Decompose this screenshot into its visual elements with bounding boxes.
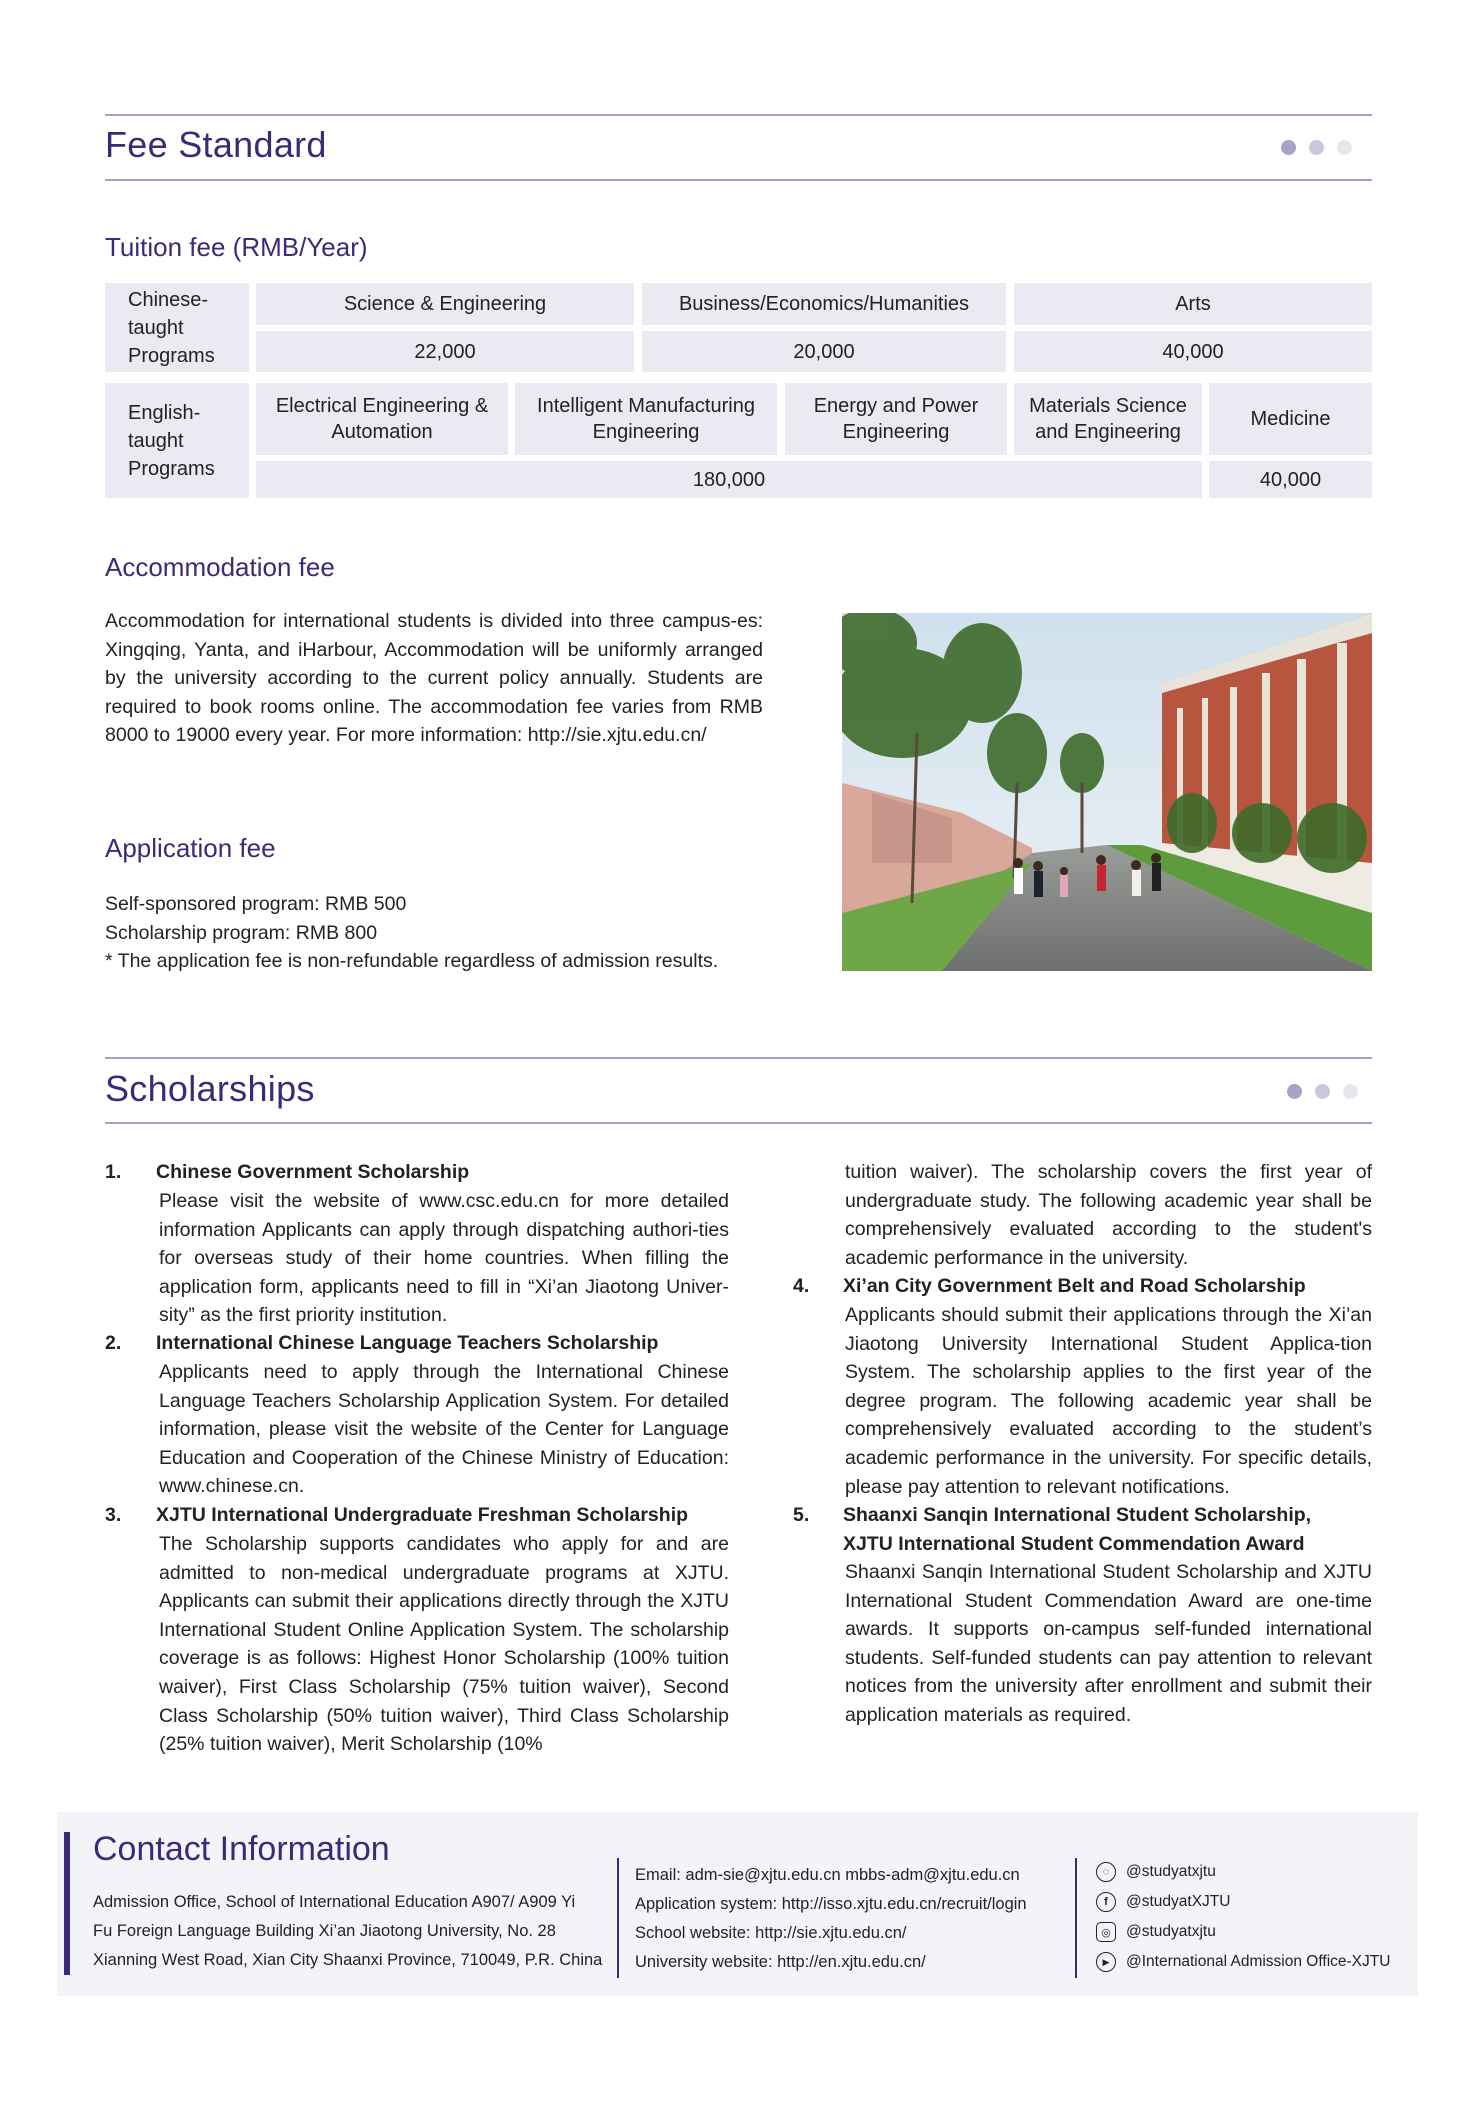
scholarship-5-title: Shaanxi Sanqin International Student Scholarship, XJTU International Student Commendation Award [843, 1504, 1312, 1555]
title-underline [105, 179, 1372, 181]
fee-medicine: 40,000 [1209, 461, 1372, 498]
scholarship-4-number: 4. [793, 1275, 810, 1297]
social-facebook[interactable] [1096, 1891, 1230, 1913]
social-youtube[interactable] [1096, 1951, 1390, 1973]
fee-arts: 40,000 [1014, 331, 1372, 372]
scholarship-3-title: XJTU International Undergraduate Freshman Scholarship [156, 1504, 689, 1526]
application-system-link[interactable]: Application system: http://isso.xjtu.edu.cn/recruit/login [635, 1895, 1027, 1913]
scholarship-3-continuation: tuition waiver). The scholarship covers the first year of undergraduate study. The following academic year shall be comprehensively evaluated according to the student's academic performance in the university. [845, 1161, 1372, 1269]
email-line[interactable]: Email: adm-sie@xjtu.edu.cn mbbs-adm@xjtu.edu.cn [635, 1866, 1020, 1884]
english-programs-label: English- taught Programs [105, 383, 249, 498]
social-handle: @studyatxjtu [1126, 1863, 1216, 1880]
scholarship-title-underline [105, 1122, 1372, 1124]
campus-photo [842, 613, 1372, 971]
scholarship-3-text: The Scholarship supports candidates who apply for and are admitted to non-medical undergraduate programs at XJTU. Applicants can submit their applications directly through the XJTU International Student Online Application System. The scholarship coverage is as follows: Highest Honor Scholarship (100% tuition waiver), First Class Scholarship (75% tuition waiver), Second Class Scholarship (50% tuition waiver), Third Class Scholarship (25% tuition waiver), Merit Scholarship (10% [159, 1533, 729, 1756]
application-note: * The application fee is non-refundable regardless of admission results. [105, 950, 719, 972]
application-fee-heading: Application fee [105, 833, 276, 863]
youtube-icon: ▶ [1096, 1952, 1116, 1972]
scholarship-top-rule [105, 1057, 1372, 1059]
scholarship-dots [1287, 1084, 1358, 1099]
col-electrical-engineering: Electrical Engineering & Automation [256, 383, 508, 455]
fee-standard-title: Fee Standard [105, 124, 327, 165]
scholarship-4-title: Xi’an City Government Belt and Road Scholarship [843, 1275, 1306, 1297]
accommodation-heading: Accommodation fee [105, 552, 335, 582]
contact-accent-bar [64, 1832, 70, 1975]
scholarship-2-number: 2. [105, 1332, 122, 1354]
scholarship-5-number: 5. [793, 1504, 810, 1526]
facebook-icon: f [1096, 1892, 1116, 1912]
col-medicine: Medicine [1209, 383, 1372, 455]
scholarship-1-number: 1. [105, 1161, 122, 1183]
address-line: Xianning West Road, Xian City Shaanxi Province, 710049, P.R. China [93, 1951, 603, 1969]
social-wechat[interactable] [1096, 1861, 1216, 1883]
application-line-self: Self-sponsored program: RMB 500 [105, 893, 407, 915]
dot [1337, 140, 1352, 155]
instagram-icon: ◎ [1096, 1922, 1116, 1942]
scholarship-5-text: Shaanxi Sanqin International Student Scholarship and XJTU International Student Commendation Award are one-time awards. It supports on-campus self-funded international students. Self-funded students can pay attention to relevant notices from the university after enrollment and submit their application materials as required. [845, 1561, 1372, 1726]
contact-divider [1075, 1858, 1077, 1978]
dot [1287, 1084, 1302, 1099]
social-handle: @International Admission Office-XJTU [1126, 1953, 1391, 1970]
social-handle: @studyatxjtu [1126, 1923, 1216, 1940]
tuition-fee-heading: Tuition fee (RMB/Year) [105, 232, 368, 262]
col-intelligent-manufacturing: Intelligent Manufacturing Engineering [515, 383, 777, 455]
scholarship-3-number: 3. [105, 1504, 122, 1526]
fee-science-engineering: 22,000 [256, 331, 634, 372]
school-website-link[interactable]: School website: http://sie.xjtu.edu.cn/ [635, 1924, 907, 1942]
address-line: Admission Office, School of International Education A907/ A909 Yi [93, 1893, 576, 1911]
col-arts: Arts [1014, 283, 1372, 325]
contact-title: Contact Information [93, 1830, 390, 1868]
contact-divider [617, 1858, 619, 1978]
scholarships-title: Scholarships [105, 1068, 315, 1109]
top-rule [105, 114, 1372, 116]
application-line-scholarship: Scholarship program: RMB 800 [105, 922, 378, 944]
social-handle: @studyatXJTU [1126, 1893, 1231, 1910]
fee-engineering-programs: 180,000 [256, 461, 1202, 498]
address-line: Fu Foreign Language Building Xi’an Jiaotong University, No. 28 [93, 1922, 556, 1940]
col-energy-power: Energy and Power Engineering [785, 383, 1007, 455]
wechat-icon: ◌ [1096, 1862, 1116, 1882]
col-materials-science: Materials Science and Engineering [1014, 383, 1202, 455]
col-science-engineering: Science & Engineering [256, 283, 634, 325]
dot [1315, 1084, 1330, 1099]
scholarship-4-text: Applicants should submit their applications through the Xi’an Jiaotong University International Student Applica-tion System. The scholarship applies to the first year of the degree program. The following academic year shall be comprehensively evaluated according to the student’s academic performance in the university. For specific details, please pay attention to relevant notifications. [845, 1304, 1372, 1498]
scholarship-2-title: International Chinese Language Teachers Scholarship [156, 1332, 659, 1354]
university-website-link[interactable]: University website: http://en.xjtu.edu.cn/ [635, 1953, 926, 1971]
accommodation-text: Accommodation for international students is divided into three campus-es: Xingqing, Yanta, and iHarbour, Accommodation will be uniformly arranged by the university according to the current policy annually. Students are required to book rooms online. The accommodation fee varies from RMB 8000 to 19000 every year. For more information: http://sie.xjtu.edu.cn/ [105, 610, 763, 747]
dot [1343, 1084, 1358, 1099]
section-dots [1281, 140, 1352, 155]
scholarship-1-title: Chinese Government Scholarship [156, 1161, 470, 1183]
fee-business-economics: 20,000 [642, 331, 1006, 372]
dot [1309, 140, 1324, 155]
dot [1281, 140, 1296, 155]
chinese-programs-label: Chinese- taught Programs [105, 283, 249, 372]
col-business-economics: Business/Economics/Humanities [642, 283, 1006, 325]
social-instagram[interactable] [1096, 1921, 1216, 1943]
scholarship-2-text: Applicants need to apply through the International Chinese Language Teachers Scholarship Application System. For detailed information, please visit the website of the Center for Language Education and Cooperation of the Chinese Ministry of Education: www.chinese.cn. [159, 1361, 729, 1498]
scholarship-1-text: Please visit the website of www.csc.edu.cn for more detailed information Applicants can apply through dispatching authori-ties for overseas study of their home countries. When filling the application form, applicants need to fill in “Xi’an Jiaotong Univer-sity” as the first priority institution. [159, 1190, 729, 1327]
